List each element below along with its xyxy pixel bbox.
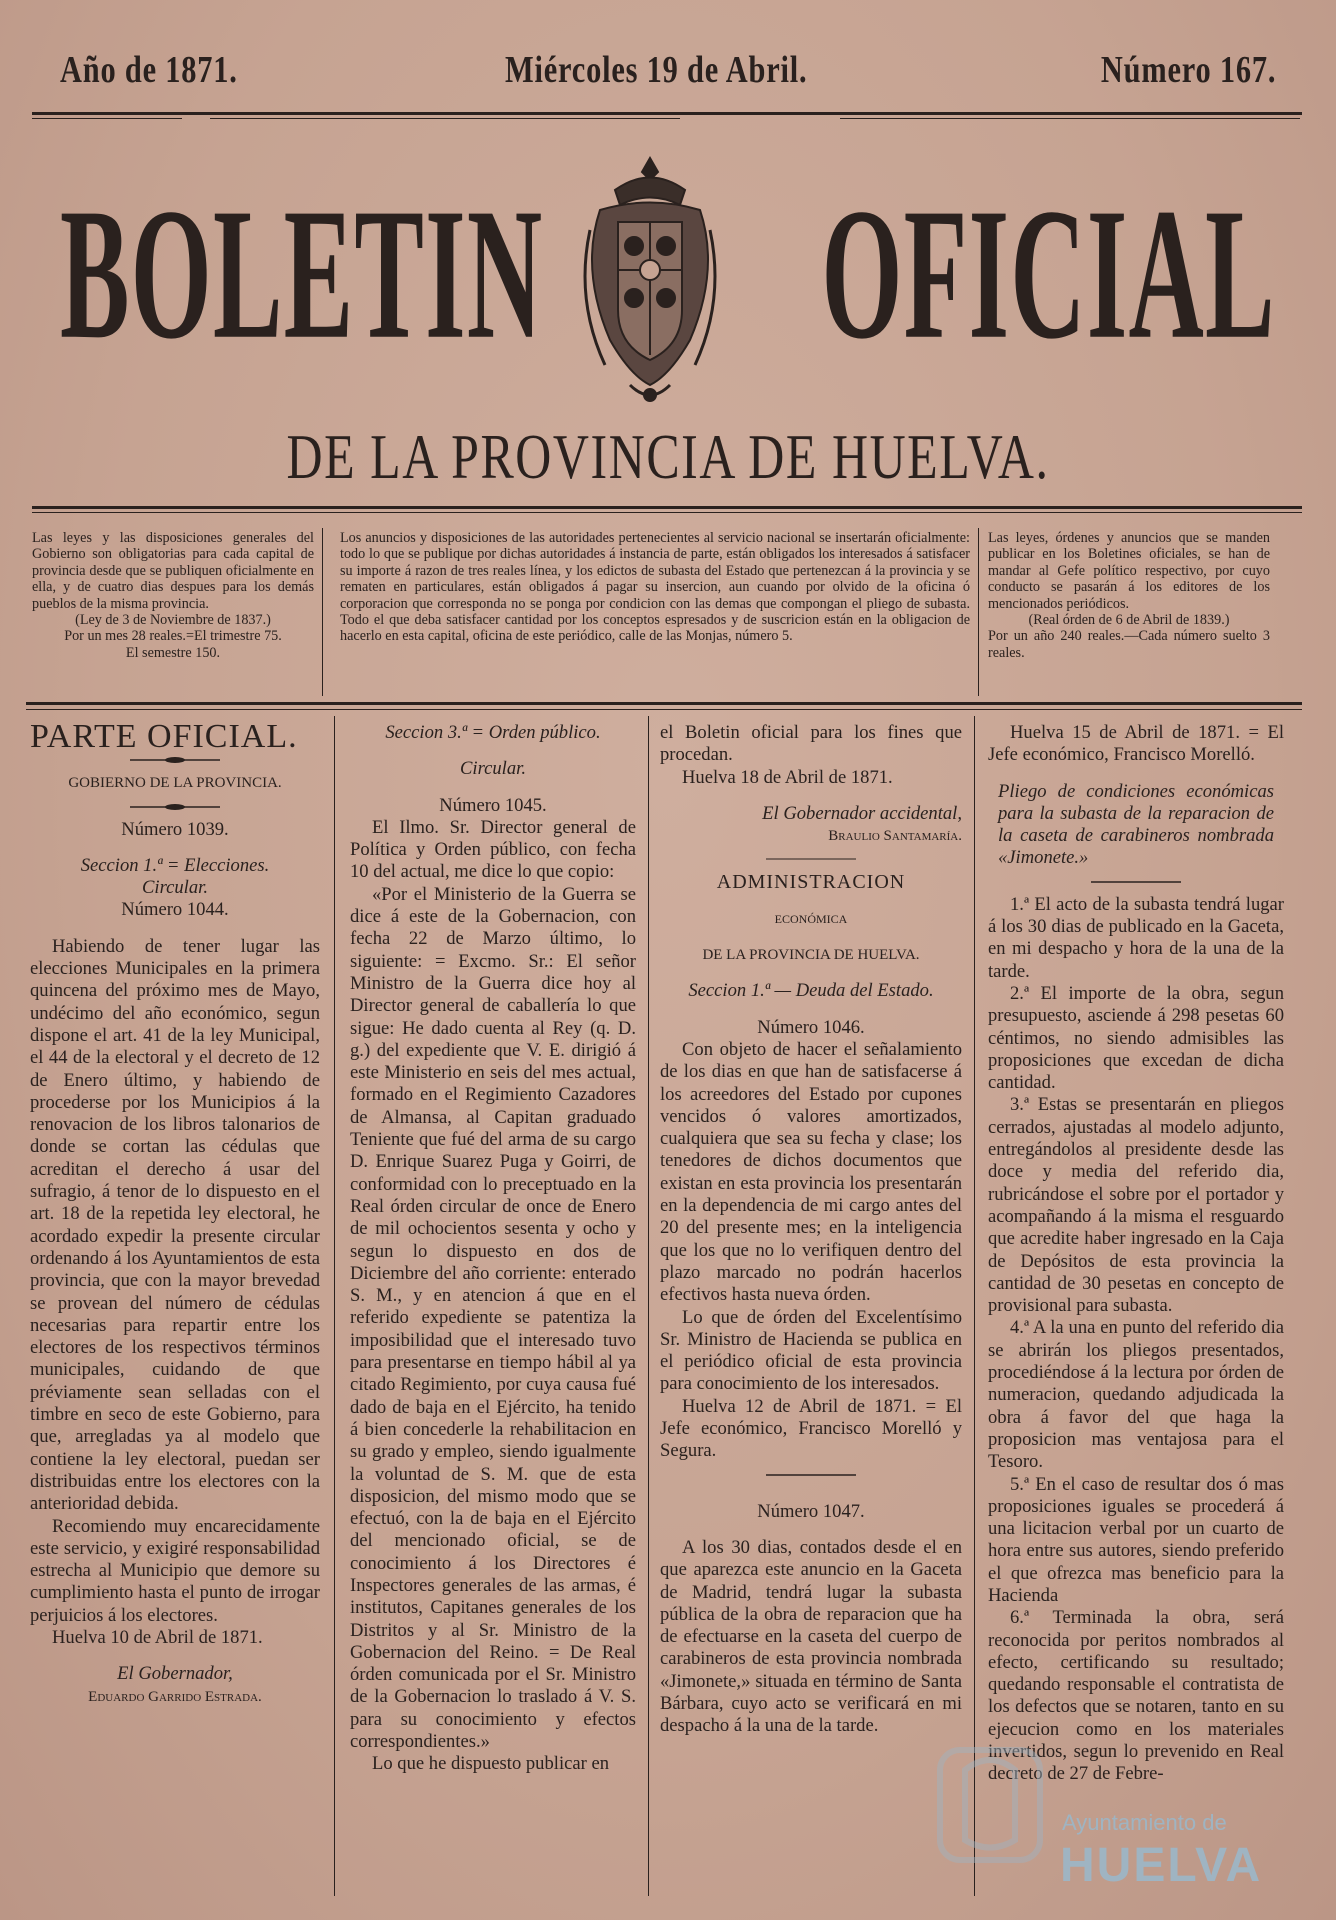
signature-name: Eduardo Garrido Estrada.	[88, 1688, 262, 1705]
administration-heading: ADMINISTRACION	[716, 871, 906, 894]
column-separator	[974, 716, 975, 1896]
notice-number: Número 1039.	[121, 818, 229, 840]
notice-number: Número 1047.	[757, 1500, 865, 1522]
condition-item: 3.ª Estas se presentarán en pliegos cerrados, ajustadas al modelo adjunto, entregándolos al presidente desde las doce y media del referido dia, rubricándose el sobre por el portador y acompañando á la misma el resguardo que acredite haber ingresado en la Caja de Depósitos de esta provincia la cantidad de 30 pesetas en concepto de provisional para subasta.	[988, 1094, 1284, 1317]
info-middle	[340, 530, 970, 645]
header-rule-thin	[32, 118, 182, 119]
paragraph: El Ilmo. Sr. Director general de Política y Orden público, con fecha 10 del actual, me dice lo que copio:	[350, 816, 636, 883]
ornament-divider-icon	[130, 803, 220, 811]
header-rule-thin	[210, 118, 680, 119]
info-left-law: (Ley de 3 de Noviembre de 1837.)	[75, 612, 271, 629]
info-right-text: Las leyes, órdenes y anuncios que se manden publicar en los Boletines oficiales, se han de mandar al Gefe político respectivo, por cuyo conducto se pasarán á los editores de los mencionados periódicos.	[988, 530, 1270, 612]
info-right-price: Por un año 240 reales.—Cada número suelto 3 reales.	[988, 628, 1270, 661]
condition-item: 2.ª El importe de la obra, segun presupuesto, asciende á 298 pesetas 60 céntimos, no siendo admisibles las proposiciones que excedan de dicha cantidad.	[988, 982, 1284, 1094]
column-1	[30, 718, 320, 1708]
section-heading: PARTE OFICIAL.	[30, 718, 298, 755]
watermark-text: Ayuntamiento de	[1062, 1810, 1227, 1835]
signature-name: Braulio Santamaría.	[828, 828, 962, 845]
paragraph: el Boletin oficial para los fines que procedan.	[660, 722, 962, 766]
masthead-title-left: BOLETIN	[60, 169, 544, 379]
paragraph: Huelva 12 de Abril de 1871. = El Jefe económico, Francisco Morelló y Segura.	[660, 1395, 962, 1462]
info-left-price: Por un mes 28 reales.=El trimestre 75.	[64, 628, 282, 645]
info-right	[988, 530, 1270, 661]
section-title: Seccion 1.ª — Deuda del Estado.	[688, 980, 934, 1002]
issue-date: Miércoles 19 de Abril.	[505, 49, 808, 91]
ornament-divider-icon	[130, 756, 220, 764]
body-rule-thin	[26, 709, 1302, 710]
condition-item: 6.ª Terminada la obra, será reconocida por peritos nombrados al efecto, certificando su resultado; quedando responsable el contratista de los defectos que se notaren, tanto en su ejecucion como en los materiales invertidos, segun lo prevenido en Real decreto de 27 de Febre-	[988, 1607, 1284, 1785]
section-title: Seccion 1.ª = Elecciones.	[80, 854, 270, 876]
ornament-divider-icon	[1081, 878, 1191, 886]
notice-number: Número 1044.	[121, 899, 229, 921]
condition-item: 4.ª A la una en punto del referido dia se abrirán los pliegos presentados, procediéndose á la lectura por órden de numeracion, quedando adjudicada la obra á favor del que haga la proposicion mas ventajosa para el Tesoro.	[988, 1317, 1284, 1473]
info-middle-text: Los anuncios y disposiciones de las autoridades pertenecientes al servicio nacional se insertarán oficialmente: todo lo que se publique por dichas autoridades á instancia de parte, están obligados los interesados á satisfacer su importe á razon de tres reales línea, y los edictos de subasta del Estado que pertenezcan á la provincia y se rematen en particulares, están obligados á pagar su insercion, aun cuando por olvido de la oficina ó corporacion que corresponda no se ponga por condicion con las demas que compongan el pliego de subasta. Todo el que deba satisfacer cantidad por los conceptos espresados y de suscricion están en la obligacion de hacerlo en esta capital, oficina de este periódico, calle de las Monjas, número 5.	[340, 530, 970, 645]
issue-number: Número 167.	[1100, 49, 1276, 91]
conditions-title: Pliego de condiciones económicas para la subasta de la reparacion de la caseta de carabineros nombrada «Jimonete.»	[998, 780, 1274, 869]
notice-number: Número 1045.	[439, 794, 547, 816]
paragraph: Habiendo de tener lugar las elecciones Municipales en la primera quincena del próximo mes de Mayo, undécimo del año económico, segun dispone el art. 41 de la ley Municipal, el 44 de la electoral y el decreto de 12 de Enero último, y habiendo de procederse por los Municipios á la renovacion de los libros talonarios de donde se cortan las cédulas que acreditan el derecho á usar del sufragio, á tenor de lo dispuesto en el art. 18 de la repetida ley electoral, he acordado expedir la presente circular ordenando á los Ayuntamientos de esta provincia, que con la mayor brevedad se provean del número de cédulas necesarias para repartir entre los electores de los respectivos términos municipales, cuidando de que préviamente sean selladas con el timbre en seco de este Gobierno, para que, arregladas ya al modelo que contiene la ley electoral, puedan ser distribuidas entre los electores con la anterioridad debida.	[30, 935, 320, 1515]
header-rule	[32, 112, 1302, 115]
section-title: Seccion 3.ª = Orden público.	[385, 722, 601, 743]
watermark-title: HUELVA	[1060, 1839, 1263, 1892]
dateline: Huelva 18 de Abril de 1871.	[682, 766, 893, 788]
paragraph: Con objeto de hacer el señalamiento de los dias en que han de satisfacerse á los acreedores del Estado por cupones vencidos ó valores amortizados, cualquiera que sea su fecha y clase; los tenedores de dichos documentos que existan en esta provincia los presentarán en la dependencia de mi cargo antes del 20 del presente mes; en la inteligencia que los que no lo verifiquen dentro del plazo marcado no podrán hacerlos efectivos hasta nueva órden.	[660, 1038, 962, 1306]
column-separator	[648, 716, 649, 1896]
notice-number: Número 1046.	[757, 1016, 865, 1038]
crest-icon	[560, 150, 740, 410]
header-rule-thin	[840, 118, 1300, 119]
condition-item: 5.ª En el caso de resultar dos ó mas proposiciones iguales se procederá á una licitacion verbal por un cuarto de hora entre sus autores, siendo preferido el que ofrezca mas beneficio para la Hacienda	[988, 1473, 1284, 1606]
circular-title: Circular.	[460, 758, 526, 780]
masthead	[40, 150, 1296, 410]
column-3	[660, 722, 962, 1738]
info-separator	[322, 528, 323, 696]
column-2	[350, 722, 636, 1776]
paragraph: Huelva 15 de Abril de 1871. = El Jefe económico, Francisco Morelló.	[988, 722, 1284, 766]
info-separator	[978, 528, 979, 696]
dateline: Huelva 10 de Abril de 1871.	[52, 1626, 263, 1648]
masthead-title-right: OFICIAL	[821, 169, 1276, 379]
circular-title: Circular.	[142, 877, 208, 899]
info-left-text: Las leyes y las disposiciones generales del Gobierno son obligatorias para cada capital de provincia desde que se publiquen oficialmente en ella, y de cuatro dias despues para los demás pueblos de la misma provincia.	[32, 530, 314, 612]
signature-title: El Gobernador,	[117, 1663, 233, 1685]
ornament-divider-icon	[731, 855, 891, 863]
info-right-order: (Real órden de 6 de Abril de 1839.)	[1028, 612, 1230, 629]
signature-title: El Gobernador accidental,	[762, 802, 962, 824]
issue-year: Año de 1871.	[60, 49, 238, 91]
ornament-divider-icon	[756, 1471, 866, 1479]
paragraph: Lo que de órden del Excelentísimo Sr. Ministro de Hacienda se publica en el periódico oficial de esta provincia para conocimiento de los interesados.	[660, 1306, 962, 1395]
paragraph: Lo que he dispuesto publicar en	[372, 1753, 610, 1775]
paragraph: Recomiendo muy encarecidamente este servicio, y exigiré responsabilidad estrecha al Municipio que demore su cumplimiento hasta el punto de irrogar perjuicios á los electores.	[30, 1515, 320, 1626]
masthead-subtitle: DE LA PROVINCIA DE HUELVA.	[286, 421, 1050, 492]
paragraph: A los 30 dias, contados desde el en que aparezca este anuncio en la Gaceta de Madrid, tendrá lugar la subasta pública de la obra de reparacion que ha de efectuarse en la caseta del cuerpo de carabineros de esta provincia nombrada «Jimonete,» situada en término de Santa Bárbara, cuyo acto se verificará en mi despacho á la una de la tarde.	[660, 1536, 962, 1737]
administration-province: DE LA PROVINCIA DE HUELVA.	[702, 947, 920, 964]
paragraph: «Por el Ministerio de la Guerra se dice á este de la Gobernacion, con fecha 22 de Marzo último, lo siguiente: = Excmo. Sr.: El señor Ministro de la Guerra dice hoy al Director general de caballería lo que sigue: He dado cuenta al Rey (q. D. g.) del expediente que V. E. dirigió á este Ministerio en seis del mes actual, formado en el Regimiento Cazadores de Almansa, al Capitan graduado Teniente que fué del arma de su cargo D. Enrique Suarez Puga y Goirri, de conformidad con lo preceptuado en la Real órden circular de once de Enero de mil ochocientos sesenta y ocho y segun lo dispuesto en dos de Diciembre del año corriente: enterado S. M., y en atencion á que en el referido expediente se patentiza la imposibilidad que el interesado tuvo para presentarse en tiempo hábil al ya citado Regimiento, por cuya causa fué dado de baja en el Ejército, ha tenido á bien concederle la rehabilitacion en su grado y empleo, siendo igualmente la voluntad de S. M. que de esta disposicion, del mismo modo que se efectuó, con la de baja en el Ejército del mencionado oficial, se de conocimiento á los Directores é Inspectores generales de las armas, é institutos, Capitanes generales de los Distritos y al Sr. Ministro de la Gobernacion del Reino. = De Real órden comunicada por el Sr. Ministro de la Gobernacion lo traslado á V. S. para su conocimiento y efectos correspondientes.»	[350, 883, 636, 1753]
issue-header	[60, 48, 1276, 98]
authority-heading: GOBIERNO DE LA PROVINCIA.	[68, 775, 282, 792]
column-separator	[334, 716, 335, 1896]
body-rule	[26, 702, 1302, 705]
condition-item: 1.ª El acto de la subasta tendrá lugar á los 30 dias de publicado en la Gaceta, en mi despacho y hora de la una de la tarde.	[988, 893, 1284, 982]
column-4	[988, 722, 1284, 1786]
info-left-price-semester: El semestre 150.	[125, 644, 221, 661]
info-left	[32, 530, 314, 661]
administration-subheading: ECONÓMICA	[774, 911, 848, 926]
subtitle-rule-thin	[32, 512, 1302, 513]
subtitle-rule	[32, 506, 1302, 509]
